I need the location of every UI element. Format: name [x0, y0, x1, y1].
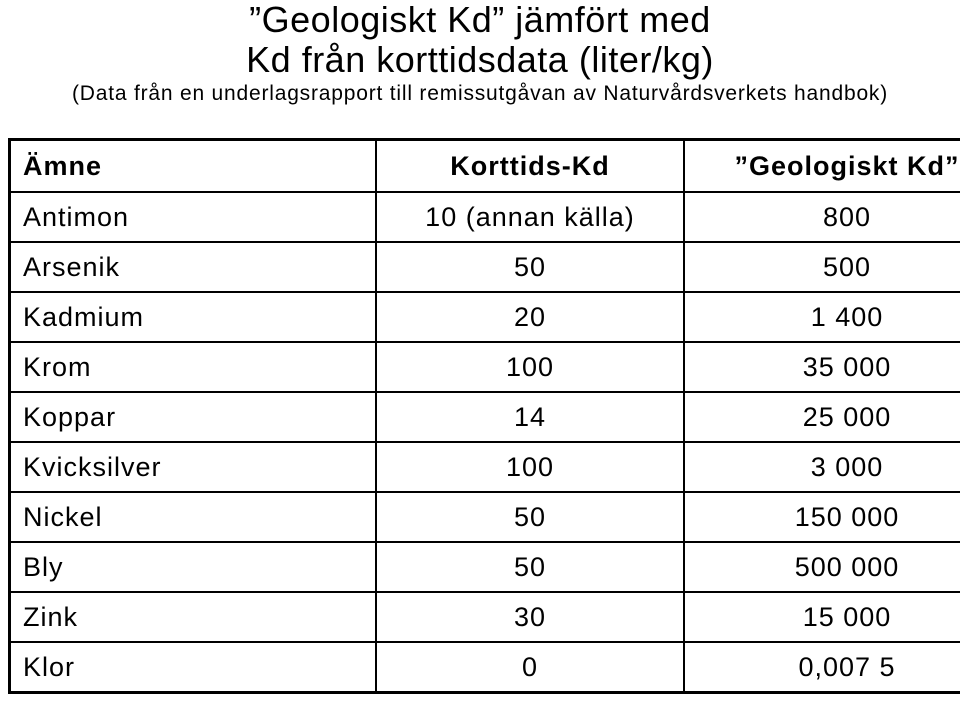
cell-korttids-kd: 0 [376, 642, 684, 693]
cell-geologiskt-kd: 35 000 [684, 342, 960, 392]
header-korttids-kd: Korttids-Kd [376, 140, 684, 193]
cell-geologiskt-kd: 3 000 [684, 442, 960, 492]
cell-amne: Kvicksilver [10, 442, 377, 492]
table-header-row [10, 140, 960, 193]
cell-korttids-kd: 100 [376, 442, 684, 492]
cell-geologiskt-kd: 15 000 [684, 592, 960, 642]
cell-korttids-kd: 50 [376, 242, 684, 292]
cell-geologiskt-kd: 1 400 [684, 292, 960, 342]
table-row [10, 392, 960, 442]
page-title-line-2: Kd från korttidsdata (liter/kg) [246, 39, 714, 80]
cell-amne: Bly [10, 542, 377, 592]
cell-korttids-kd: 10 (annan källa) [376, 192, 684, 242]
page-title-line-1: ”Geologiskt Kd” jämfört med [249, 0, 711, 40]
table-row [10, 492, 960, 542]
table-row [10, 542, 960, 592]
table-row [10, 442, 960, 492]
cell-geologiskt-kd: 0,007 5 [684, 642, 960, 693]
cell-korttids-kd: 50 [376, 492, 684, 542]
kd-comparison-table [8, 138, 960, 694]
cell-amne: Koppar [10, 392, 377, 442]
cell-amne: Arsenik [10, 242, 377, 292]
cell-korttids-kd: 100 [376, 342, 684, 392]
cell-geologiskt-kd: 800 [684, 192, 960, 242]
header-geologiskt-kd: ”Geologiskt Kd” [684, 140, 960, 193]
table-row [10, 642, 960, 693]
cell-amne: Antimon [10, 192, 377, 242]
cell-korttids-kd: 20 [376, 292, 684, 342]
cell-geologiskt-kd: 150 000 [684, 492, 960, 542]
cell-korttids-kd: 50 [376, 542, 684, 592]
cell-amne: Klor [10, 642, 377, 693]
table-row [10, 242, 960, 292]
table-row [10, 592, 960, 642]
cell-geologiskt-kd: 500 000 [684, 542, 960, 592]
cell-geologiskt-kd: 500 [684, 242, 960, 292]
cell-amne: Kadmium [10, 292, 377, 342]
title-block [0, 0, 960, 107]
cell-geologiskt-kd: 25 000 [684, 392, 960, 442]
cell-amne: Nickel [10, 492, 377, 542]
table-row [10, 292, 960, 342]
cell-amne: Zink [10, 592, 377, 642]
cell-korttids-kd: 30 [376, 592, 684, 642]
table-row [10, 192, 960, 242]
cell-korttids-kd: 14 [376, 392, 684, 442]
page-subtitle: (Data från en underlagsrapport till remissutgåvan av Naturvårdsverkets handbok) [71, 82, 889, 105]
cell-amne: Krom [10, 342, 377, 392]
header-amne: Ämne [10, 140, 377, 193]
table-row [10, 342, 960, 392]
